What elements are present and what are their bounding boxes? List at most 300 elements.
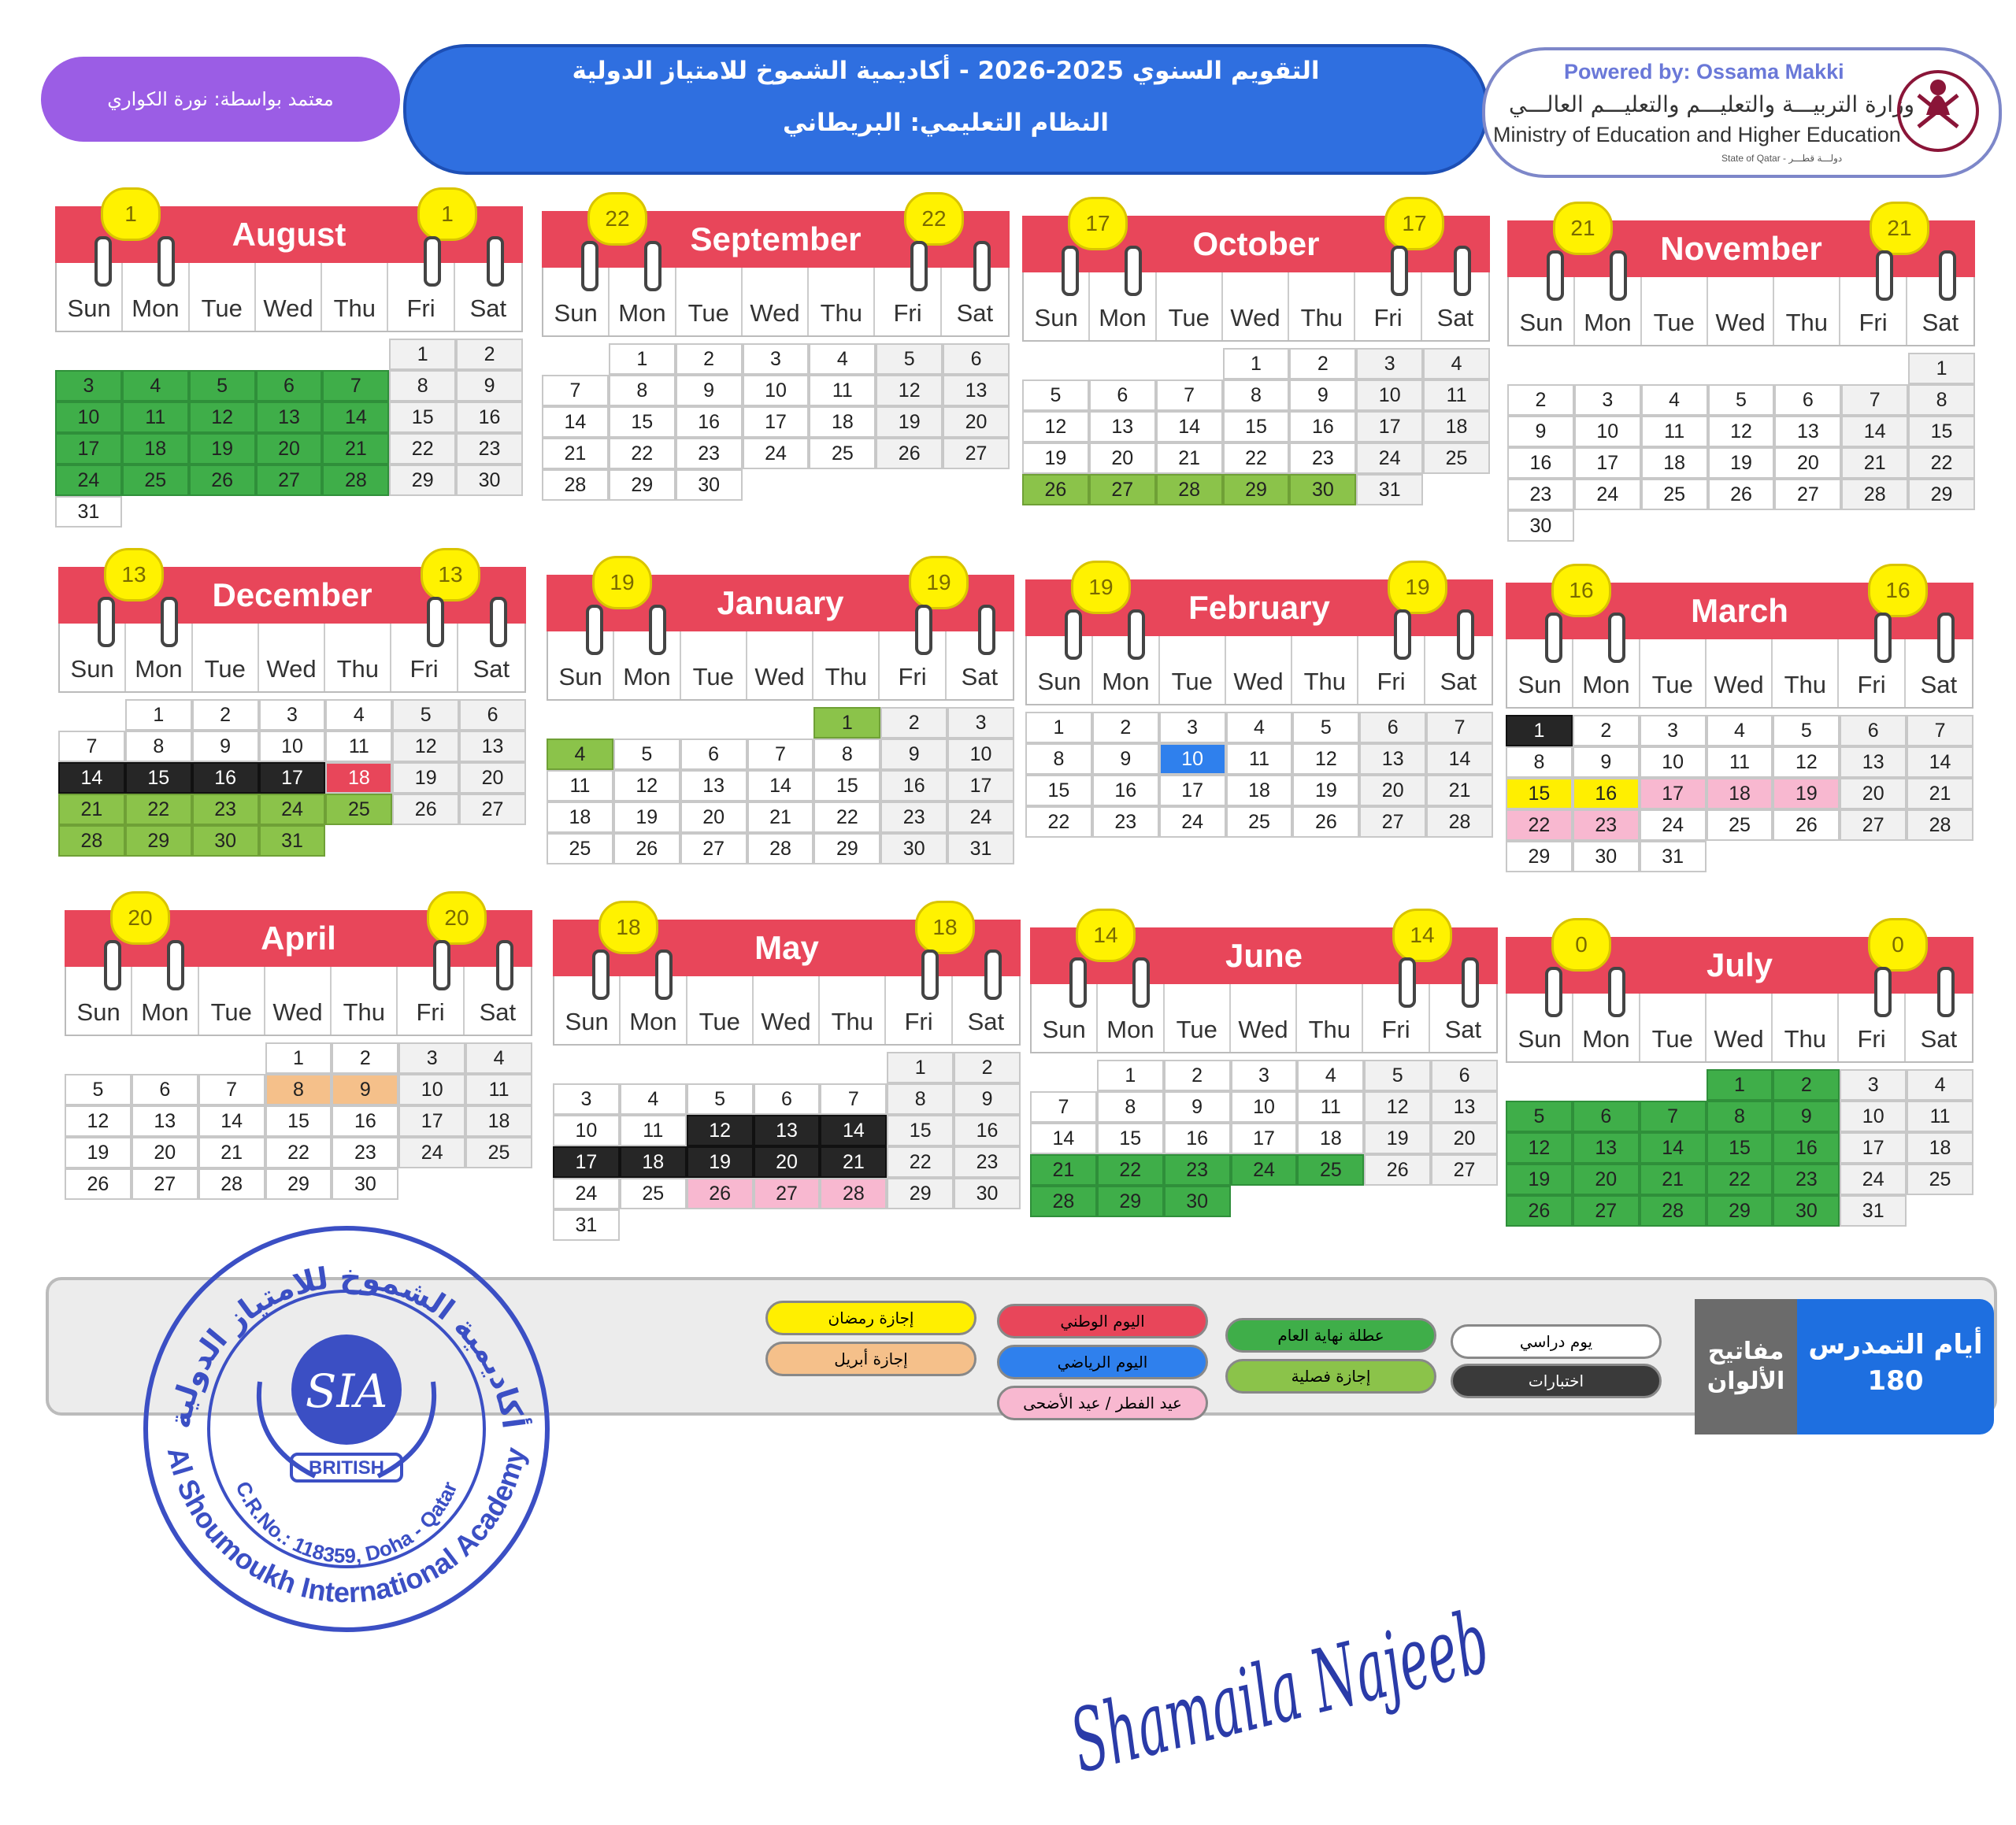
binder-ring-icon xyxy=(1876,250,1893,301)
legend-label: عيد الفطر / عيد الأضحى xyxy=(1023,1394,1182,1412)
weekday-header xyxy=(1022,272,1490,342)
day-cell: 13 xyxy=(1840,746,1907,778)
school-days-count-badge: 20 xyxy=(427,891,487,945)
day-cell: 18 xyxy=(465,1105,532,1137)
legend-ramadan xyxy=(765,1301,976,1335)
day-cell: 27 xyxy=(680,833,747,864)
empty-cell xyxy=(754,1052,821,1083)
binder-ring-icon xyxy=(1939,250,1956,301)
day-cell: 27 xyxy=(1840,809,1907,841)
day-cell: 13 xyxy=(680,770,747,801)
day-cell: 6 xyxy=(256,370,323,402)
day-cell: 29 xyxy=(265,1168,332,1200)
day-cell: 20 xyxy=(1774,447,1841,479)
empty-cell xyxy=(1640,1069,1707,1101)
day-cell: 6 xyxy=(1573,1101,1640,1132)
day-cell: 16 xyxy=(676,406,743,438)
day-cell: 31 xyxy=(947,833,1014,864)
weekday-header xyxy=(65,967,532,1036)
day-cell: 22 xyxy=(265,1137,332,1168)
calendar-title: التقويم السنوي 2025-2026 - أكاديمية الشموخ للامتياز الدولية xyxy=(572,57,1320,85)
day-cell: 4 xyxy=(1423,348,1490,379)
month-name: November xyxy=(1660,230,1822,267)
day-cell: 2 xyxy=(676,343,743,375)
day-cell: 11 xyxy=(465,1074,532,1105)
day-cell: 17 xyxy=(55,433,122,465)
binder-ring-icon xyxy=(487,236,504,287)
day-cell: 25 xyxy=(1226,806,1293,838)
day-cell: 27 xyxy=(1573,1195,1640,1227)
school-days-count-badge: 13 xyxy=(421,548,480,602)
day-cell: 19 xyxy=(1022,442,1089,474)
day-cell: 22 xyxy=(1908,447,1975,479)
day-cell: 12 xyxy=(189,402,256,433)
day-cell: 28 xyxy=(747,833,814,864)
day-cell: 20 xyxy=(754,1146,821,1178)
binder-ring-icon xyxy=(921,950,939,1000)
day-cell: 9 xyxy=(1092,743,1159,775)
weekday-label: Fri xyxy=(1839,639,1905,707)
binder-ring-icon xyxy=(644,241,662,291)
empty-cell xyxy=(680,707,747,739)
weekday-label: Tue xyxy=(1157,272,1223,340)
day-cell: 13 xyxy=(754,1115,821,1146)
color-keys-label: مفاتيح الألوان xyxy=(1707,1338,1785,1395)
weekday-label: Wed xyxy=(256,263,322,331)
weekday-label: Sat xyxy=(967,1008,1005,1035)
color-keys-box xyxy=(1695,1299,1797,1434)
day-cell: 3 xyxy=(743,343,810,375)
day-cell: 28 xyxy=(1030,1186,1097,1217)
empty-cell xyxy=(122,339,189,370)
day-cell: 30 xyxy=(954,1178,1021,1209)
day-cell: 26 xyxy=(613,833,680,864)
day-cell: 28 xyxy=(1841,479,1908,510)
weekday-label: Mon xyxy=(1093,636,1159,704)
binder-ring-icon xyxy=(1132,957,1150,1008)
day-cell: 10 xyxy=(1640,746,1707,778)
day-cell: 25 xyxy=(620,1178,687,1209)
binder-ring-icon xyxy=(1399,957,1416,1008)
weekday-label: Tue xyxy=(193,624,259,691)
day-cell: 11 xyxy=(1641,416,1708,447)
day-cell: 14 xyxy=(820,1115,887,1146)
day-cell: 5 xyxy=(189,370,256,402)
day-cell: 29 xyxy=(887,1178,954,1209)
day-cell: 14 xyxy=(1030,1123,1097,1154)
day-cell: 27 xyxy=(1774,479,1841,510)
day-cell: 12 xyxy=(876,375,943,406)
day-cell: 16 xyxy=(954,1115,1021,1146)
weekday-label: Thu xyxy=(1773,639,1839,707)
day-cell: 20 xyxy=(1840,778,1907,809)
day-cell: 11 xyxy=(1297,1091,1364,1123)
legend-exams xyxy=(1451,1364,1662,1398)
day-cell: 21 xyxy=(820,1146,887,1178)
day-cell: 21 xyxy=(1426,775,1493,806)
day-cell: 20 xyxy=(256,433,323,465)
day-cell: 19 xyxy=(189,433,256,465)
school-days-count-badge: 19 xyxy=(909,556,969,609)
day-cell: 1 xyxy=(1097,1060,1164,1091)
binder-ring-icon xyxy=(1457,609,1474,660)
day-cell: 17 xyxy=(1356,411,1423,442)
day-cell: 25 xyxy=(809,438,876,469)
weekday-label: Tue xyxy=(199,967,265,1035)
day-cell: 2 xyxy=(954,1052,1021,1083)
day-cell: 25 xyxy=(1907,1164,1973,1195)
day-cell: 1 xyxy=(887,1052,954,1083)
day-cell: 4 xyxy=(1907,1069,1973,1101)
day-cell: 1 xyxy=(125,699,192,731)
day-cell: 6 xyxy=(754,1083,821,1115)
day-cell: 21 xyxy=(58,794,125,825)
day-cell: 7 xyxy=(1156,379,1223,411)
day-cell: 23 xyxy=(332,1137,398,1168)
day-cell: 9 xyxy=(192,731,259,762)
school-days-count-badge: 14 xyxy=(1392,909,1452,962)
day-cell: 18 xyxy=(1297,1123,1364,1154)
binder-ring-icon xyxy=(158,236,175,287)
day-cell: 1 xyxy=(265,1042,332,1074)
empty-cell xyxy=(198,1042,265,1074)
day-cell: 7 xyxy=(1426,712,1493,743)
day-cell: 1 xyxy=(1506,715,1573,746)
day-cell: 26 xyxy=(1773,809,1840,841)
day-cell: 8 xyxy=(265,1074,332,1105)
binder-ring-icon xyxy=(655,950,673,1000)
day-cell: 19 xyxy=(876,406,943,438)
day-cell: 14 xyxy=(1640,1132,1707,1164)
day-cell: 3 xyxy=(553,1083,620,1115)
weekday-label: Sun xyxy=(66,967,132,1035)
day-cell: 29 xyxy=(1506,841,1573,872)
month-may xyxy=(553,915,1021,1241)
day-cell: 9 xyxy=(456,370,523,402)
day-cell: 19 xyxy=(1708,447,1775,479)
day-cell: 3 xyxy=(1574,384,1641,416)
month-name: June xyxy=(1225,937,1303,974)
weekday-label: Fri xyxy=(388,263,454,331)
month-june xyxy=(1030,923,1498,1217)
weekday-header xyxy=(55,263,523,332)
day-cell: 24 xyxy=(743,438,810,469)
weekday-label: Mon xyxy=(126,624,192,691)
empty-cell xyxy=(553,1052,620,1083)
weekday-label: Wed xyxy=(747,631,813,699)
weekday-label: Mon xyxy=(1573,994,1640,1061)
day-cell: 27 xyxy=(754,1178,821,1209)
empty-cell xyxy=(1573,1069,1640,1101)
school-days-count-badge: 18 xyxy=(598,901,658,954)
day-cell: 10 xyxy=(1840,1101,1907,1132)
weekday-label: Sat xyxy=(1922,309,1959,336)
day-cell: 2 xyxy=(1773,1069,1840,1101)
day-cell: 2 xyxy=(880,707,947,739)
day-cell: 2 xyxy=(1573,715,1640,746)
day-cell: 15 xyxy=(1097,1123,1164,1154)
day-cell: 16 xyxy=(192,762,259,794)
day-cell: 16 xyxy=(880,770,947,801)
day-cell: 23 xyxy=(192,794,259,825)
empty-cell xyxy=(1708,353,1775,384)
day-cell: 11 xyxy=(620,1115,687,1146)
days-grid xyxy=(58,699,526,857)
school-days-count-badge: 17 xyxy=(1384,197,1444,250)
month-november xyxy=(1507,216,1975,542)
day-cell: 25 xyxy=(1423,442,1490,474)
binder-ring-icon xyxy=(1545,613,1562,663)
weekday-label: Mon xyxy=(614,631,680,699)
day-cell: 9 xyxy=(1573,746,1640,778)
day-cell: 3 xyxy=(1231,1060,1298,1091)
day-cell: 15 xyxy=(265,1105,332,1137)
weekday-label: Wed xyxy=(259,624,325,691)
day-cell: 29 xyxy=(1223,474,1290,505)
day-cell: 11 xyxy=(809,375,876,406)
day-cell: 31 xyxy=(1640,841,1707,872)
day-cell: 9 xyxy=(1507,416,1574,447)
day-cell: 16 xyxy=(1573,778,1640,809)
day-cell: 9 xyxy=(1164,1091,1231,1123)
weekday-label: Sun xyxy=(1509,277,1575,345)
weekday-label: Sun xyxy=(554,976,621,1044)
day-cell: 28 xyxy=(58,825,125,857)
month-header xyxy=(58,562,526,624)
month-july xyxy=(1506,932,1973,1227)
binder-ring-icon xyxy=(1874,613,1892,663)
day-cell: 18 xyxy=(1423,411,1490,442)
day-cell: 9 xyxy=(1773,1101,1840,1132)
empty-cell xyxy=(747,707,814,739)
day-cell: 19 xyxy=(613,801,680,833)
month-header xyxy=(1507,216,1975,277)
day-cell: 31 xyxy=(1356,474,1423,505)
day-cell: 26 xyxy=(392,794,459,825)
day-cell: 24 xyxy=(55,465,122,496)
day-cell: 5 xyxy=(1292,712,1359,743)
day-cell: 25 xyxy=(547,833,613,864)
day-cell: 14 xyxy=(1841,416,1908,447)
weekday-label: Sat xyxy=(472,655,510,683)
day-cell: 5 xyxy=(613,739,680,770)
day-cell: 18 xyxy=(1226,775,1293,806)
day-cell: 13 xyxy=(1089,411,1156,442)
day-cell: 21 xyxy=(1907,778,1973,809)
day-cell: 25 xyxy=(122,465,189,496)
binder-ring-icon xyxy=(496,940,513,990)
legend-term-break xyxy=(1225,1359,1436,1394)
day-cell: 12 xyxy=(1364,1091,1431,1123)
day-cell: 22 xyxy=(1223,442,1290,474)
month-october xyxy=(1022,211,1490,505)
day-cell: 14 xyxy=(198,1105,265,1137)
day-cell: 2 xyxy=(1507,384,1574,416)
day-cell: 13 xyxy=(1431,1091,1498,1123)
day-cell: 26 xyxy=(189,465,256,496)
binder-ring-icon xyxy=(1062,246,1079,296)
day-cell: 14 xyxy=(58,762,125,794)
binder-ring-icon xyxy=(1608,613,1625,663)
day-cell: 5 xyxy=(1364,1060,1431,1091)
day-cell: 17 xyxy=(1231,1123,1298,1154)
day-cell: 6 xyxy=(1359,712,1426,743)
day-cell: 3 xyxy=(259,699,326,731)
day-cell: 13 xyxy=(1359,743,1426,775)
school-days-count-badge: 13 xyxy=(104,548,164,602)
weekday-label: Mon xyxy=(621,976,687,1044)
day-cell: 15 xyxy=(125,762,192,794)
day-cell: 3 xyxy=(55,370,122,402)
stamp-english: Al Shoumoukh International Academy xyxy=(161,1444,532,1609)
weekday-label: Thu xyxy=(813,631,880,699)
day-cell: 29 xyxy=(609,469,676,501)
day-cell: 20 xyxy=(132,1137,198,1168)
day-cell: 26 xyxy=(1708,479,1775,510)
binder-ring-icon xyxy=(1128,609,1145,660)
binder-ring-icon xyxy=(424,236,441,287)
weekday-label: Mon xyxy=(1575,277,1641,345)
binder-ring-icon xyxy=(1394,609,1411,660)
day-cell: 5 xyxy=(687,1083,754,1115)
weekday-label: Sun xyxy=(1507,994,1573,1061)
empty-cell xyxy=(1641,353,1708,384)
day-cell: 24 xyxy=(398,1137,465,1168)
month-december xyxy=(58,562,526,857)
day-cell: 24 xyxy=(1574,479,1641,510)
empty-cell xyxy=(132,1042,198,1074)
weekday-label: Wed xyxy=(1707,994,1773,1061)
day-cell: 16 xyxy=(1164,1123,1231,1154)
day-cell: 4 xyxy=(1297,1060,1364,1091)
weekday-label: Wed xyxy=(265,967,332,1035)
day-cell: 17 xyxy=(398,1105,465,1137)
legend-sports-day xyxy=(997,1345,1208,1379)
weekday-label: Tue xyxy=(1640,994,1707,1061)
weekday-label: Tue xyxy=(681,631,747,699)
weekday-label: Sun xyxy=(1032,984,1098,1052)
day-cell: 18 xyxy=(620,1146,687,1178)
day-cell: 22 xyxy=(125,794,192,825)
day-cell: 3 xyxy=(947,707,1014,739)
day-cell: 2 xyxy=(1092,712,1159,743)
empty-cell xyxy=(189,339,256,370)
day-cell: 6 xyxy=(1774,384,1841,416)
day-cell: 31 xyxy=(553,1209,620,1241)
day-cell: 22 xyxy=(1025,806,1092,838)
empty-cell xyxy=(542,343,609,375)
weekday-label: Thu xyxy=(820,976,886,1044)
month-header xyxy=(1030,923,1498,984)
month-header xyxy=(1025,575,1493,636)
month-header xyxy=(542,206,1010,268)
day-cell: 11 xyxy=(1907,1101,1973,1132)
day-cell: 20 xyxy=(1359,775,1426,806)
binder-ring-icon xyxy=(1065,609,1082,660)
day-cell: 10 xyxy=(55,402,122,433)
day-cell: 24 xyxy=(1231,1154,1298,1186)
school-days-count-badge: 0 xyxy=(1551,918,1611,972)
day-cell: 25 xyxy=(1641,479,1708,510)
legend-national-day xyxy=(997,1304,1208,1338)
day-cell: 20 xyxy=(1089,442,1156,474)
education-system: النظام التعليمي: البريطاني xyxy=(782,109,1110,137)
month-name: August xyxy=(232,216,346,253)
day-cell: 31 xyxy=(259,825,326,857)
day-cell: 1 xyxy=(389,339,456,370)
day-cell: 14 xyxy=(1907,746,1973,778)
empty-cell xyxy=(1507,353,1574,384)
day-cell: 28 xyxy=(198,1168,265,1200)
ministry-name-arabic: وزارة التربيـــة والتعليـــم والتعليـــم العالـــي xyxy=(1509,91,1915,117)
day-cell: 12 xyxy=(392,731,459,762)
weekday-label: Tue xyxy=(676,268,743,335)
qatar-emblem-icon xyxy=(1895,60,1981,162)
day-cell: 29 xyxy=(1707,1195,1773,1227)
days-grid xyxy=(1506,1069,1973,1227)
weekday-label: Fri xyxy=(1839,994,1905,1061)
binder-ring-icon xyxy=(98,597,115,647)
weekday-label: Mon xyxy=(1573,639,1640,707)
day-cell: 17 xyxy=(1640,778,1707,809)
day-cell: 23 xyxy=(1092,806,1159,838)
weekday-label: Sat xyxy=(1444,1016,1482,1043)
day-cell: 15 xyxy=(1223,411,1290,442)
day-cell: 22 xyxy=(813,801,880,833)
school-days-label: أيام التمدرس xyxy=(1808,1329,1983,1360)
day-cell: 17 xyxy=(1574,447,1641,479)
binder-ring-icon xyxy=(161,597,178,647)
day-cell: 3 xyxy=(1356,348,1423,379)
day-cell: 17 xyxy=(1840,1132,1907,1164)
school-days-count-badge: 0 xyxy=(1868,918,1928,972)
empty-cell xyxy=(322,339,389,370)
day-cell: 23 xyxy=(1164,1154,1231,1186)
weekday-label: Sat xyxy=(479,998,517,1026)
empty-cell xyxy=(620,1052,687,1083)
school-days-count-badge: 17 xyxy=(1068,197,1128,250)
day-cell: 30 xyxy=(1573,841,1640,872)
binder-ring-icon xyxy=(1937,967,1955,1017)
binder-ring-icon xyxy=(1462,957,1479,1008)
day-cell: 9 xyxy=(676,375,743,406)
academy-stamp xyxy=(134,1224,559,1634)
day-cell: 20 xyxy=(1431,1123,1498,1154)
signature xyxy=(1047,1513,1811,1819)
weekday-label: Wed xyxy=(754,976,820,1044)
weekday-header xyxy=(1506,639,1973,709)
weekday-label: Thu xyxy=(1773,994,1839,1061)
day-cell: 5 xyxy=(1708,384,1775,416)
binder-ring-icon xyxy=(1608,967,1625,1017)
day-cell: 28 xyxy=(1640,1195,1707,1227)
day-cell: 8 xyxy=(1097,1091,1164,1123)
binder-ring-icon xyxy=(1391,246,1408,296)
day-cell: 18 xyxy=(1907,1132,1973,1164)
day-cell: 23 xyxy=(676,438,743,469)
weekday-header xyxy=(547,631,1014,701)
day-cell: 5 xyxy=(392,699,459,731)
binder-ring-icon xyxy=(581,241,598,291)
day-cell: 12 xyxy=(1022,411,1089,442)
binder-ring-icon xyxy=(1874,967,1892,1017)
day-cell: 30 xyxy=(192,825,259,857)
weekday-label: Fri xyxy=(1355,272,1421,340)
day-cell: 8 xyxy=(1707,1101,1773,1132)
day-cell: 21 xyxy=(1156,442,1223,474)
binder-ring-icon xyxy=(427,597,444,647)
day-cell: 8 xyxy=(813,739,880,770)
